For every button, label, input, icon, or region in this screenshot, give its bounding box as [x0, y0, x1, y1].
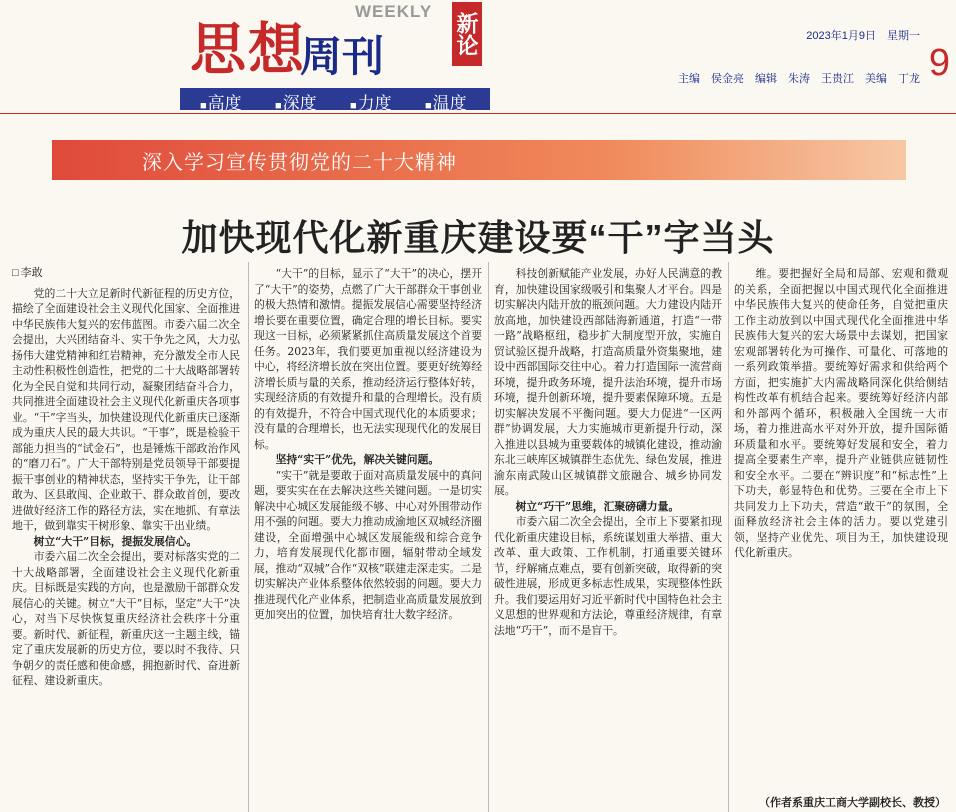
section-banner-text: 深入学习宣传贯彻党的二十大精神: [142, 152, 457, 174]
masthead-zhoukan: 周刊: [300, 33, 385, 80]
article-byline: □ 李敢: [12, 266, 240, 282]
paragraph: 党的二十大立足新时代新征程的历史方位，描绘了全面建设社会主义现代化国家、全面推进中华民族伟大复兴的宏伟蓝图。市委六届二次全会提出，大兴团结奋斗、实干争先之风，大力弘扬伟大建党精神和红岩精神，充分激发全市人民主动性积极性创造性，把党的二十大战略部署转化为全民自觉和共同行动，凝聚团结奋斗合力，共同推进全面建设社会主义现代化新重庆各项事业。“干”字当头，加快建设现代化新重庆已逐渐成为重庆人民的最大共识。“干事”，既是检验干部能力担当的“试金石”，也是锤炼干部政治作风的“磨刀石”。广大干部特别是党员领导干部要提振干事创业的精神状态，坚持实干争先，让干部敢为、区县敢闯、企业敢干、群众敢首创，要改进做好经济工作的路径方法，实在地抓、有章法地干，做到靠实干树形象、靠实干出业绩。: [12, 286, 240, 532]
column-divider: [728, 262, 729, 812]
masthead-rule: [0, 113, 956, 114]
author-note: （作者系重庆工商大学副校长、教授）: [759, 794, 946, 810]
article-headline: 加快现代化新重庆建设要“干”字当头: [181, 217, 775, 258]
subheading: 树立“大干”目标，提振发展信心。: [33, 534, 198, 548]
subheading: 坚持“实干”优先，解决关键问题。: [275, 453, 440, 466]
paragraph: 维。要把握好全局和局部、宏观和微观的关系，全面把握以中国式现代化全面推进中华民族伟大复兴的使命任务，自觉把重庆工作主动放到以中国式现代化全面推进中华民族伟大复兴的宏大场景中去谋划，把国家宏观部署转化为可操作、可量化、可落地的一系列政策举措。要统筹好需求和供给两个方面，把实施扩大内需战略同深化供给侧结构性改革有机结合起来。要统筹好经济内部和外部两个循环，积极融入全国统一大市场，着力推进高水平对外开放，提升国际循环质量和水平。要统筹好发展和安全，着力提高全要素生产率，提升产业链供应链韧性和安全水平。二要在“辨识度”和“标志性”上下功夫，彰显特色和优势。三要在全市上下共同发力上下功夫，营造“敢干”的氛围，全面释放经济社会主体的活力。要以党建引领，坚持产业优先、项目为王，加快建设现代化新重庆。: [734, 267, 948, 559]
article-column-3: [494, 266, 722, 812]
tag-lidu: ■ 力度: [350, 89, 392, 114]
paragraph: 市委六届二次全会提出，要对标落实党的二十大战略部署，全面建设社会主义现代化新重庆。目标既是实践的方向，也是激励干部群众发展信心的关键。树立“大干”目标，坚定“大干”决心，对当下尽快恢复重庆经济社会秩序十分重要。新时代、新征程，新重庆这一主题主线，锚定了重庆发展新的历史方位，要以时不我待、只争朝夕的责任感和使命感，拥抱新时代、奋进新征程、建设新重庆。: [12, 550, 240, 687]
paragraph: “实干”就是要敢于面对高质量发展中的真问题，要实实在在去解决这些关键问题。一是切实解决中心城区发展能级不够、中心对外围带动作用不强的问题。要大力推动成渝地区双城经济圈建设，全面增强中心城区发展能级和综合竞争力，培育发展现代化都市圈，辐射带动全域发展，推动“双城”合作“双核”联建走深走实。二是切实解决产业体系整体依然较弱的问题。要大力推进现代化产业体系，把制造业高质量发展放到更加突出的位置，加快培育壮大数字经济。: [254, 468, 482, 621]
page-editors: 主编 侯金亮 编辑 朱涛 王贵江 美编 丁龙: [678, 73, 920, 85]
tag-gaodu: ■ 高度: [200, 89, 242, 114]
article-column-1: [12, 266, 240, 812]
tag-shendu: ■ 深度: [275, 89, 317, 114]
tag-wendu: ■ 温度: [425, 89, 467, 114]
subheading: 树立“巧干”思维，汇聚磅礴力量。: [515, 499, 680, 513]
masthead-weekly: WEEKLY: [355, 2, 433, 21]
paragraph: 科技创新赋能产业发展，办好人民满意的教育，加快建设国家级吸引和集聚人才平台。四是切实解决内陆开放的瓶颈问题。大力建设内陆开放高地，加快建设西部陆海新通道，打造“一带一路”战略枢纽，稳步扩大制度型开放，实施自贸试验区提升战略，打造高质量外资集聚地，建设中西部国际交往中心。着力打造国际一流营商环境，提升政务环境，提升法治环境，提升市场环境，提升创新环境，提升要素保障环境。五是切实解决发展不平衡问题。要大力促进“一区两群”协调发展，大力实施城市更新提升行动，深入推进以县城为重要载体的城镇化建设，推动渝东北三峡库区城镇群生态优先、绿色发展，推进渝东南武陵山区城镇群文旅融合、城乡协同发展。: [494, 267, 722, 497]
column-divider: [488, 262, 489, 812]
paragraph: 市委六届二次全会提出，全市上下要紧扣现代化新重庆建设目标，系统谋划重大举措、重大改革、重大政策、工作机制，打通重要关键环节，纾解痛点难点，要有创新突破，取得新的突破性进展，形成更多标志性成果，实现整体性跃升。我们要运用好习近平新时代中国特色社会主义思想的世界观和方法论，尊重经济规律，有章法地“巧干”，而不是盲干。: [494, 515, 722, 637]
masthead-title: 思想: [190, 17, 306, 83]
masthead-xinlun-badge: 新论: [452, 2, 482, 66]
column-divider: [248, 262, 249, 812]
masthead: [0, 0, 956, 150]
paragraph: “大干”的目标，显示了“大干”的决心，摆开了“大干”的姿势，点燃了广大干部群众干事创业的极大热情和激情。提振发展信心需要坚持经济增长要在重要位置，确定合理的增长目标。要实现这一目标，必须紧紧抓住高质量发展这个首要任务。2023年，我们要更加重视以经济建设为中心，将经济增长放在突出位置。要更好统筹经济增长质与量的关系，推动经济运行整体好转，实现经济质的有效提升和量的合理增长。没有质的有效提升，不符合中国式现代化的本质要求；没有量的合理增长，也无法实现现代化的发展目标。: [254, 267, 482, 451]
article-column-2: [254, 266, 482, 812]
article-column-4: [734, 266, 948, 794]
page-date: 2023年1月9日 星期一: [806, 30, 920, 42]
page-number: 9: [928, 42, 950, 84]
